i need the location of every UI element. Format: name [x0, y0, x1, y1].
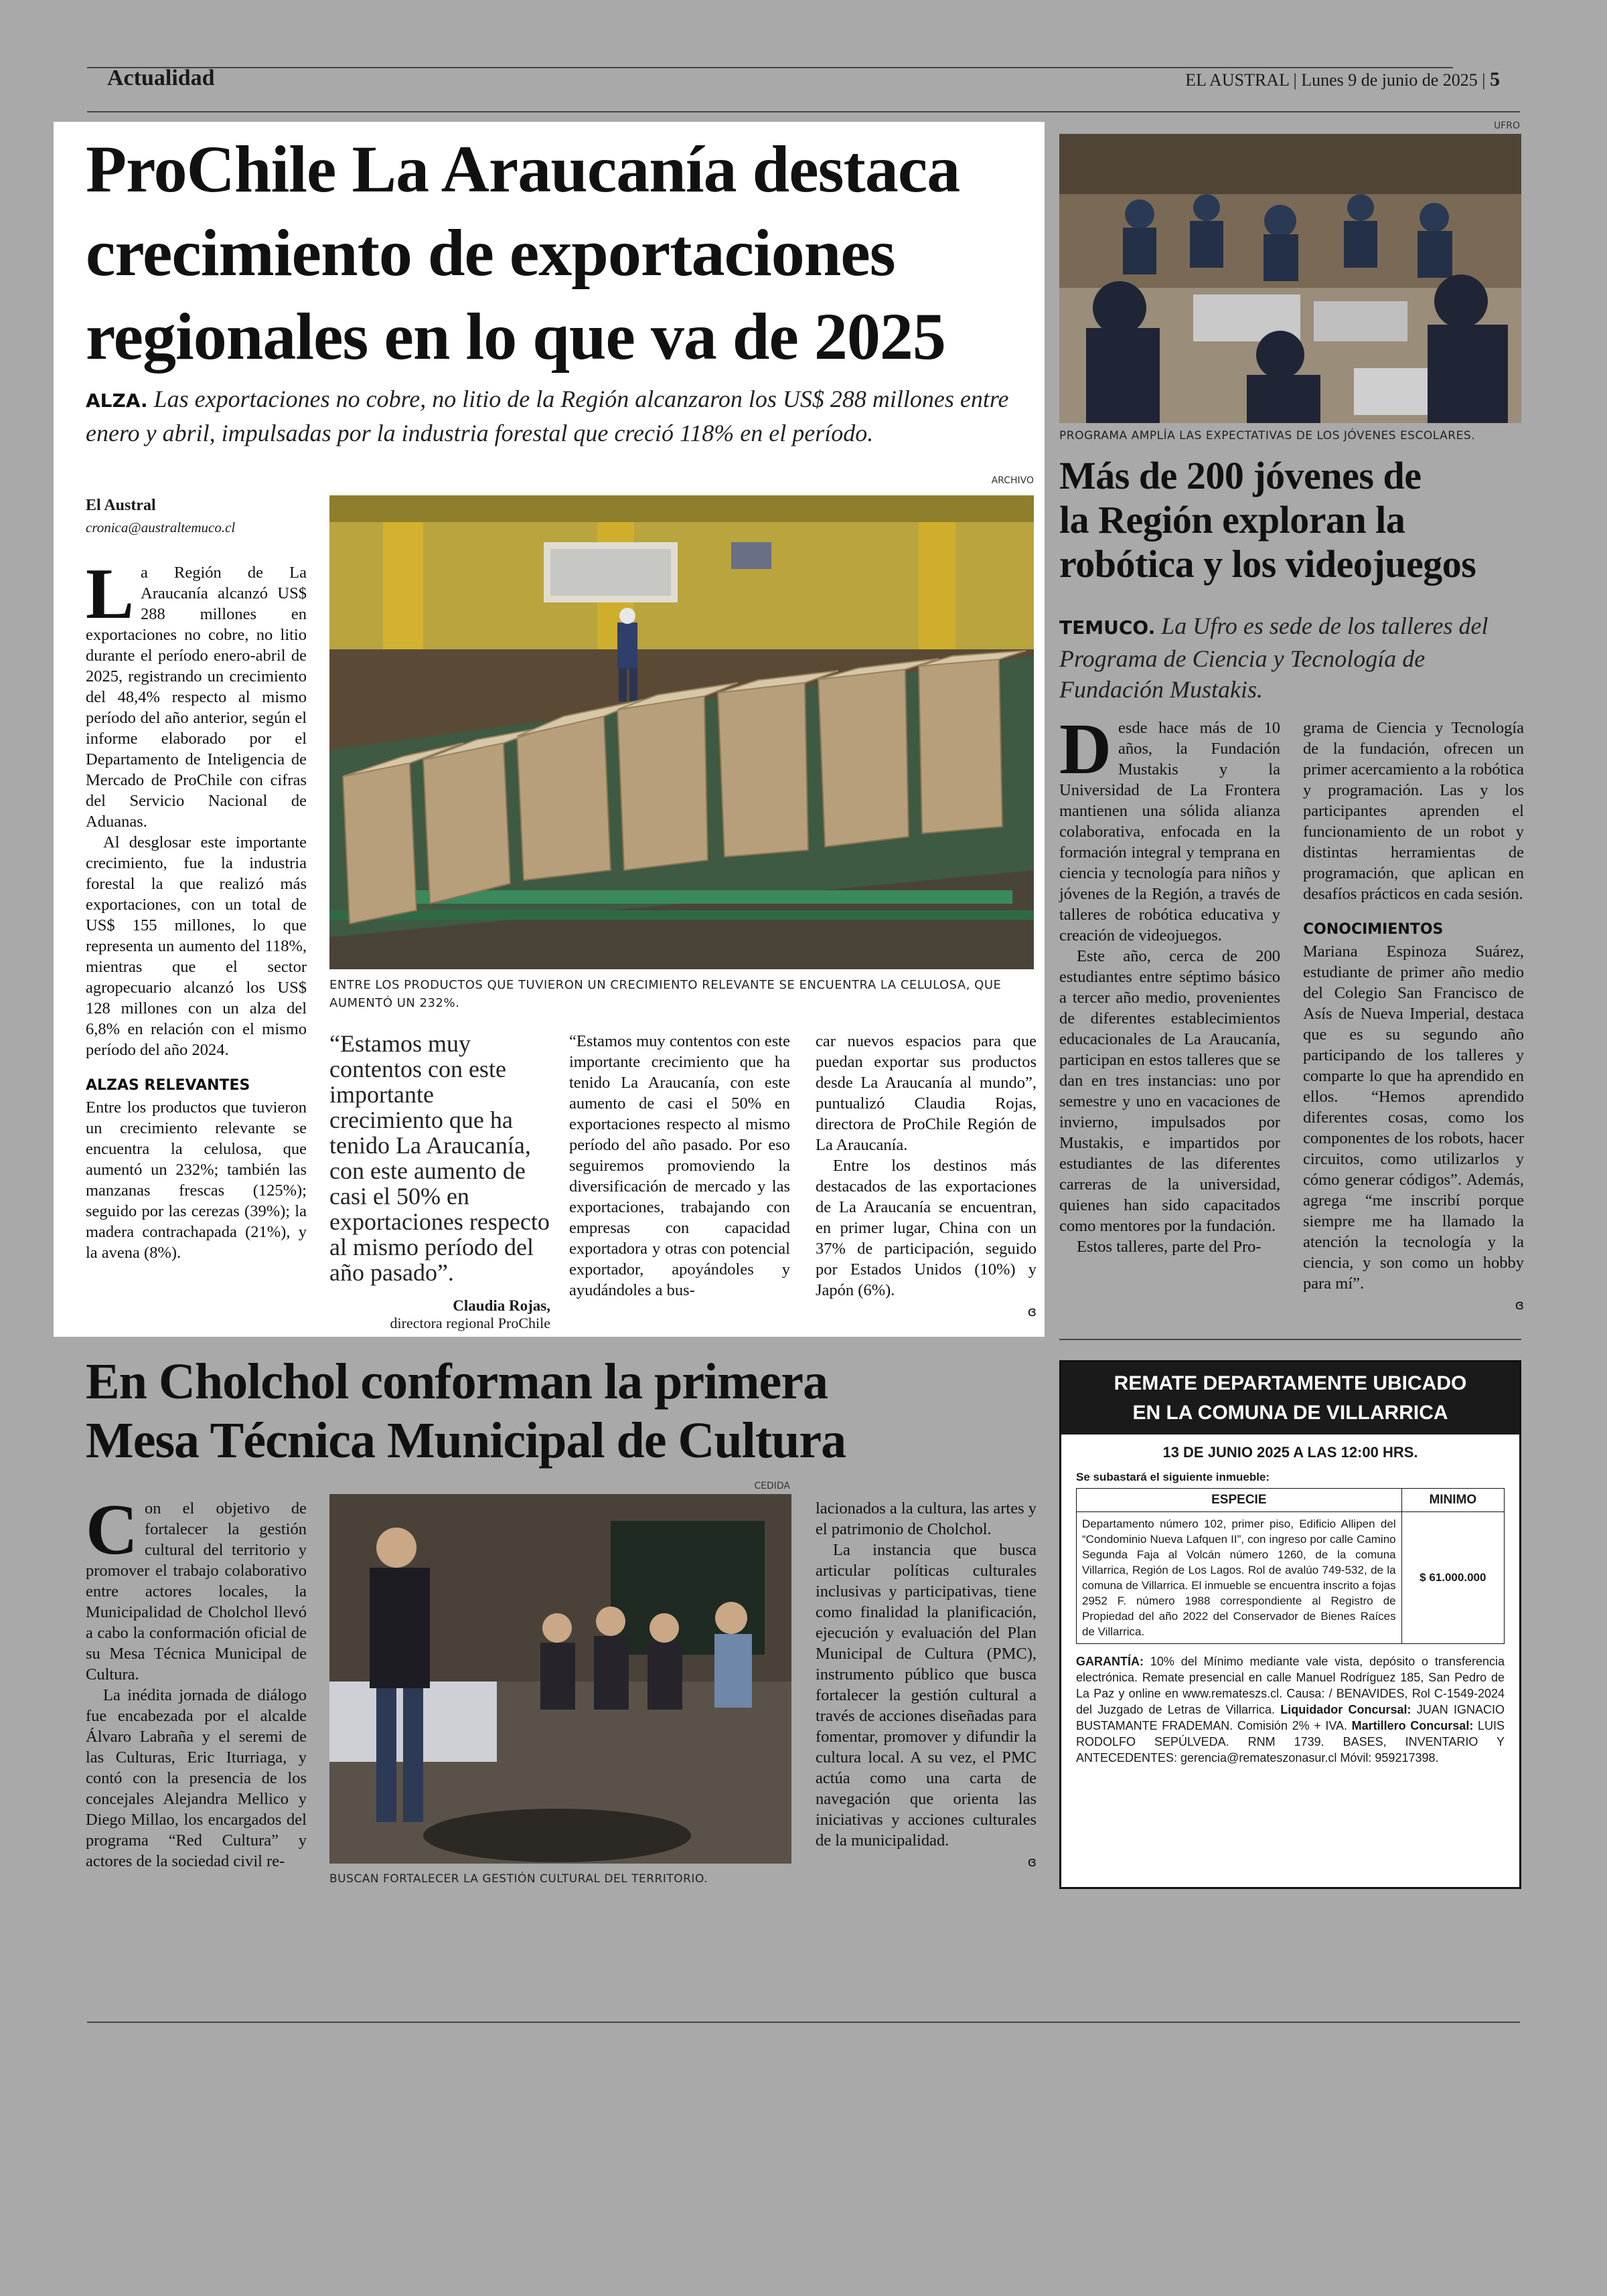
side-col1-p2: Este año, cerca de 200 estudiantes entre séptimo básico a tercer año medio, provenientes de diferentes establecimientos educacionales de La Araucanía, participan en estos talleres que se dan en tres instancias: uno por semestre y uno en vacaciones de invierno, impulsados por Mustakis, e impartidos por estudiantes de las diferentes carreras de la universidad, quienes han sido capacitados como mentores por la fundación. [1059, 947, 1280, 1235]
main-dek [86, 383, 1037, 449]
side-col1-p1: esde hace más de 10 años, la Fundación Mustakis y la Universidad de La Frontera mantienen una sólida alianza colaborativa, enfocada en la formación integral y temprana en ciencia y tecnología para niños y jóvenes de la Región, a través de talleres de robótica educativa y creación de videojuegos. [1059, 719, 1280, 945]
main-dropcap: L [86, 554, 135, 634]
main-headline [86, 127, 1037, 378]
cholchol-photo-caption: BUSCAN FORTALECER LA GESTIÓN CULTURAL DEL TERRITORIO. [329, 1872, 708, 1886]
side-col2-p1: grama de Ciencia y Tecnología de la fundación, ofrecen un primer acercamiento a la robótica y programación. Las y los participantes aprenden el funcionamiento de un robot y distintas herramientas de programación, que aplican en desafíos prácticos en cada sesión. [1303, 719, 1524, 903]
main-photo-caption: ENTRE LOS PRODUCTOS QUE TUVIERON UN CRECIMIENTO RELEVANTE SE ENCUENTRA LA CELULOSA, QUE AUMENTÓ UN 232%. [329, 978, 1002, 1010]
ad-intro: Se subastará el siguiente inmueble: [1076, 1471, 1270, 1483]
quote-role: directora regional ProChile [390, 1315, 550, 1331]
page-number: 5 [1490, 68, 1500, 90]
main-col-4 [816, 1031, 1037, 1322]
masthead-name: EL AUSTRAL [1185, 70, 1289, 90]
main-headline-line-1: ProChile La Araucanía destaca [86, 132, 960, 206]
cholchol-col-1 [86, 1490, 307, 1872]
side-headline-line-3: robótica y los videojuegos [1059, 542, 1476, 586]
main-end-mark-icon: ɞ [1027, 1303, 1037, 1319]
cholchol-col-3 [816, 1498, 1037, 1872]
footer-rule [87, 2022, 1520, 2023]
main-headline-line-3: regionales en lo que va de 2025 [86, 299, 945, 374]
warehouse-photo-illustration [329, 495, 1034, 969]
side-end-mark-icon: ɞ [1515, 1297, 1524, 1313]
cholchol-headline [86, 1352, 1037, 1470]
main-subhead: ALZAS RELEVANTES [86, 1077, 250, 1094]
cholchol-headline-line-2: Mesa Técnica Municipal de Cultura [86, 1412, 846, 1469]
ad-martillero-text: LUIS RODOLFO SEPÚLVEDA. RNM 1739. BASES, INVENTARIO Y ANTECEDENTES: gerencia@remateszonasur.cl Móvil: 959217398. [1076, 1719, 1505, 1765]
ad-col-minimo: MINIMO [1401, 1489, 1504, 1512]
side-photo-caption: PROGRAMA AMPLÍA LAS EXPECTATIVAS DE LOS JÓVENES ESCOLARES. [1059, 429, 1476, 442]
side-photo [1059, 134, 1521, 423]
classroom-photo-illustration [1059, 134, 1521, 423]
ad-liquidador-text: JUAN IGNACIO BUSTAMANTE FRADEMAN. Comisión 2% + IVA. [1076, 1703, 1505, 1732]
main-col-1 [86, 554, 307, 1263]
side-headline-line-2: la Región exploran la [1059, 498, 1405, 542]
main-kicker: ALZA. [86, 390, 148, 412]
main-byline: El Austral [86, 497, 156, 514]
ad-table [1076, 1488, 1505, 1644]
main-col4-p2: Entre los destinos más destacados de las exportaciones de La Araucanía se encuentran, en primer lugar, China con un 37% de participación, seguido por Estados Unidos (10%) y Japón (6%). [816, 1157, 1037, 1299]
ad-title-line-2: EN LA COMUNA DE VILLARRICA [1132, 1402, 1448, 1424]
side-photo-credit: UFRO [1493, 120, 1520, 131]
header-bottom-rule [87, 111, 1520, 112]
cholchol-photo-credit: CEDIDA [754, 1481, 790, 1491]
main-col1-p2: Al desglosar este importante crecimiento, fue la industria forestal la que realizó más exportaciones, con un total de US$ 155 millones, lo que representa un aumento del 118%, mientras que el sector agropecuario alcanzó los US$ 128 millones con un alza del 6,8% en relación con el mismo período del año 2024. [86, 833, 307, 1059]
side-dek-text: La Ufro es sede de los talleres del Programa de Ciencia y Tecnología de Fundación Mustakis. [1059, 612, 1488, 703]
cholchol-col1-p1: on el objetivo de fortalecer la gestión cultural del territorio y promover el trabajo colaborativo entre actores locales, la Municipalidad de Cholchol llevó a cabo la conformación oficial de su Mesa Técnica Municipal de Cultura. [86, 1499, 307, 1684]
ad-garantia-label: GARANTÍA: [1076, 1655, 1144, 1668]
main-col-3 [569, 1031, 790, 1301]
quote-name: Claudia Rojas, [453, 1297, 550, 1314]
cholchol-col3-p2: La instancia que busca articular políticas culturales inclusivas y participativas, tiene como finalidad la planificación, ejecución y evaluación del Plan Municipal de Cultura (PMC), instrumento público que busca fortalecer la gestión cultural a través de acciones diseñadas para fomentar, promover y difundir la cultura local. A su vez, el PMC actúa como una carta de navegación que orienta las iniciativas y acciones culturales de la municipalidad. [816, 1541, 1037, 1850]
side-col2-p2: Mariana Espinoza Suárez, estudiante de primer año medio del Colegio San Francisco de Asís de Nueva Imperial, destaca que es su segundo año participando de los talleres y comparte lo que ha aprendido en ellos. “Hemos aprendido diferentes cosas, como los componentes de los robots, hacer circuitos, como utilizarlos y cómo generar códigos”. Además, agrega “me inscribí porque siempre me ha llamado la atención la tecnología y la ciencia, y son como un hobby para mí”. [1303, 942, 1524, 1293]
ad-martillero-label: Martillero Concursal: [1351, 1719, 1474, 1732]
side-bottom-rule [1059, 1339, 1521, 1340]
ad-body [1061, 1471, 1519, 1766]
main-photo-credit: ARCHIVO [991, 475, 1034, 486]
side-dek [1059, 610, 1521, 705]
cholchol-dropcap: C [86, 1490, 138, 1570]
side-col-2 [1303, 718, 1524, 1315]
main-col4-p1: car nuevos espacios para que puedan exportar sus productos desde La Araucanía al mundo”, puntualizó Claudia Rojas, directora de ProChile Región de La Araucanía. [816, 1032, 1037, 1154]
main-col1-p3: Entre los productos que tuvieron un crecimiento relevante se encuentra la celulosa, que aumentó un 232%; también las manzanas frescas (125%); seguido por las cerezas (39%); la madera contrachapada (21%), y la avena (8%). [86, 1098, 307, 1262]
side-headline [1059, 454, 1528, 586]
main-col3-p1: “Estamos muy contentos con este importante crecimiento que ha tenido La Araucanía, con este aumento de casi el 50% en exportaciones respecto al mismo período del año pasado. Por eso seguiremos promoviendo la diversificación de mercado y las exportaciones, trabajando con empresas con capacidad exportadora y otras con potencial exportador, apoyándoles y ayudándoles a bus- [569, 1032, 790, 1299]
ad-terms [1076, 1653, 1505, 1766]
cholchol-col1-p2: La inédita jornada de diálogo fue encabezada por el alcalde Álvaro Labraña y el seremi de las Culturas, Eric Iturriaga, y contó con la presencia de los concejales Alejandra Mellico y Diego Millao, los encargados del programa “Red Cultura” y actores de la sociedad civil re- [86, 1686, 307, 1870]
side-col-1 [1059, 710, 1280, 1257]
ad-liquidador-label: Liquidador Concursal: [1280, 1703, 1411, 1716]
main-email[interactable]: cronica@australtemuco.cl [86, 519, 236, 536]
cholchol-headline-line-1: En Cholchol conforman la primera [86, 1354, 828, 1410]
cholchol-end-mark-icon: ɞ [1027, 1854, 1037, 1870]
cholchol-col3-p1: lacionados a la cultura, las artes y el patrimonio de Cholchol. [816, 1499, 1037, 1538]
side-subhead: CONOCIMIENTOS [1303, 921, 1444, 938]
ad-especie-text: Departamento número 102, primer piso, Edificio Allipen del “Condominio Nueva Lafquen II”, con ingreso por calle Camino Segunda Faja al Volcán número 1260, de la comuna Villarrica, Región de Los Lagos. Rol de avalúo 749-532, de la comuna de Villarrica. El inmueble se encuentra inscrito a fojas 2952 F. número 1988 correspondiente al Registro de Propiedad del año 2022 del Conservador de Bienes Raíces de Villarrica. [1077, 1512, 1402, 1644]
ad-minimo-value: $ 61.000.000 [1401, 1512, 1504, 1644]
masthead-date: Lunes 9 de junio de 2025 [1301, 70, 1478, 90]
side-kicker: TEMUCO. [1059, 617, 1156, 639]
main-photo [329, 495, 1034, 969]
main-dek-text: Las exportaciones no cobre, no litio de la Región alcanzaron los US$ 288 millones entre enero y abril, impulsadas por la industria forestal que creció 118% en el período. [86, 386, 1009, 446]
ad-date: 13 DE JUNIO 2025 A LAS 12:00 HRS. [1162, 1444, 1418, 1461]
meeting-photo-illustration [329, 1494, 791, 1864]
main-pull-quote-block [329, 1031, 550, 1332]
section-label: Actualidad [107, 66, 215, 90]
side-headline-line-1: Más de 200 jóvenes de [1059, 454, 1422, 497]
ad-title-line-1: REMATE DEPARTAMENTE UBICADO [1114, 1372, 1467, 1394]
main-headline-line-2: crecimiento de exportaciones [86, 216, 895, 290]
side-dropcap: D [1059, 710, 1112, 789]
ad-col-especie: ESPECIE [1077, 1489, 1402, 1512]
main-col1-p1: a Región de La Araucanía alcanzó US$ 288 millones en exportaciones no cobre, no litio durante el período enero-abril de 2025, registrando un crecimiento del 48,4% respecto al mismo período del año anterior, según el informe elaborado por el Departamento de Inteligencia de Mercado de ProChile con cifras del Servicio Nacional de Aduanas. [86, 564, 307, 831]
main-pull-quote: “Estamos muy contentos con este importante crecimiento que ha tenido La Araucanía, con este aumento de casi el 50% en exportaciones respecto al mismo período del año pasado”. [329, 1030, 550, 1286]
ad-title [1061, 1362, 1519, 1434]
ad-garantia-text: 10% del Mínimo mediante vale vista, depósito o transferencia electrónica. Remate presencial en calle Manuel Rodríguez 185, San Pedro de La Paz y online en www.remateszs.cl. Causa: / BENAVIDES, Rol C-1549-2024 del Juzgado de Letras de Villarrica. [1076, 1655, 1505, 1716]
auction-ad [1059, 1360, 1521, 1889]
cholchol-photo [329, 1494, 791, 1864]
masthead: EL AUSTRAL | Lunes 9 de junio de 2025 | 5 [1185, 68, 1500, 90]
side-col1-p3: Estos talleres, parte del Pro- [1077, 1238, 1261, 1256]
